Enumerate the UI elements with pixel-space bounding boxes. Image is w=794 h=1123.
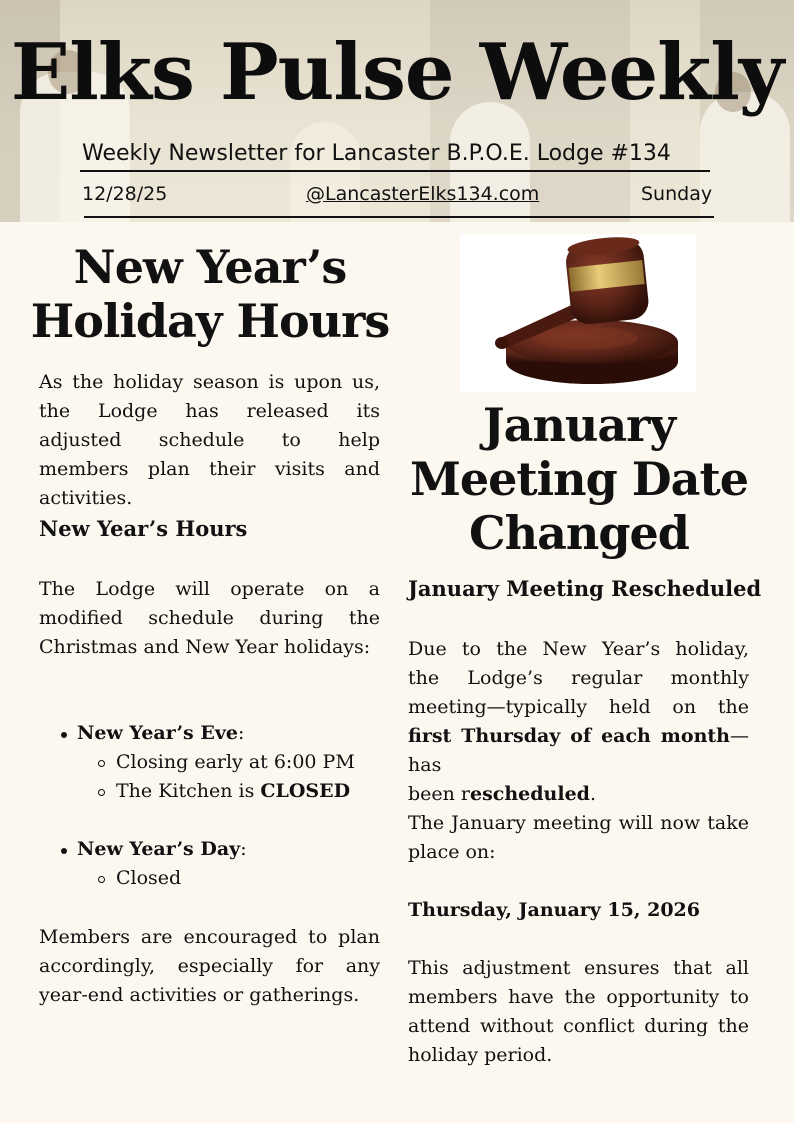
gavel-image: [460, 234, 696, 392]
holiday-intro: As the holiday season is upon us, the Lodge has released its adjusted schedule to help members plan their visits and activities.: [39, 371, 380, 509]
list-item-eve-kitchen: [116, 777, 350, 806]
heading-line: Meeting Date: [409, 452, 748, 506]
dateline-rule: [84, 216, 714, 218]
paragraph-line: [408, 780, 749, 809]
masthead: [0, 0, 794, 222]
schedule-intro: The Lodge will operate on a modified schedule during the Christmas and New Year holidays:: [39, 578, 380, 658]
eve-label: New Year’s Eve: [77, 722, 238, 744]
issue-date: 12/28/25: [82, 183, 168, 205]
kitchen-text: The Kitchen is: [116, 780, 261, 802]
meeting-schedule-bold: first Thursday of each month: [408, 725, 730, 747]
paragraph-line: the Lodge’s regular monthly: [408, 667, 749, 689]
newsletter-subtitle: Weekly Newsletter for Lancaster B.P.O.E. Lodge #134: [82, 141, 671, 166]
paragraph-text: been r: [408, 783, 471, 805]
heading-line: New Year’s: [73, 240, 347, 294]
list-item-eve-closing: Closing early at 6:00 PM: [116, 751, 355, 773]
bullet-icon: [61, 732, 67, 738]
issue-day: Sunday: [641, 183, 713, 205]
new-years-hours-subheading: New Year’s Hours: [39, 516, 248, 541]
paragraph-line: [408, 722, 749, 780]
sub-bullet-icon: [98, 760, 105, 767]
holiday-hours-heading: [30, 240, 390, 348]
meeting-new-date-intro: The January meeting will now take place on:: [408, 812, 749, 863]
kitchen-closed: CLOSED: [260, 780, 351, 802]
closing-paragraph: Members are encouraged to plan accordingly, especially for any year-end activities or gatherings.: [39, 926, 380, 1006]
sub-bullet-icon: [98, 876, 105, 883]
eve-colon: :: [237, 722, 245, 744]
list-item-eve: [77, 719, 244, 748]
heading-line: Holiday Hours: [30, 294, 390, 348]
paragraph-line: Due to the New Year’s holiday,: [408, 638, 749, 660]
meeting-new-date: Thursday, January 15, 2026: [408, 899, 700, 921]
photo-figure: [290, 122, 360, 222]
newsletter-title: Elks Pulse Weekly: [10, 27, 784, 118]
gavel-icon: [460, 234, 696, 392]
sub-bullet-icon: [98, 789, 105, 796]
meeting-rescheduled-subheading: January Meeting Rescheduled: [408, 576, 762, 601]
meeting-date-heading: [408, 398, 750, 560]
list-item-day-closed: Closed: [116, 867, 182, 889]
paragraph-line: meeting—typically held on the: [408, 696, 749, 718]
day-label: New Year’s Day: [77, 838, 241, 860]
list-item-day: [77, 835, 247, 864]
heading-line: Changed: [469, 506, 689, 560]
meeting-closing-paragraph: This adjustment ensures that all members have the opportunity to attend without conflict during the holiday period.: [408, 957, 749, 1066]
website-link[interactable]: @LancasterElks134.com: [306, 183, 540, 205]
heading-line: January: [482, 398, 676, 452]
meeting-paragraph: [408, 635, 749, 809]
bullet-icon: [61, 848, 67, 854]
paragraph-text: —has: [408, 725, 749, 776]
day-colon: :: [240, 838, 247, 860]
rescheduled-bold: escheduled: [470, 783, 590, 805]
paragraph-text: .: [589, 783, 597, 805]
subtitle-rule: [80, 170, 710, 172]
